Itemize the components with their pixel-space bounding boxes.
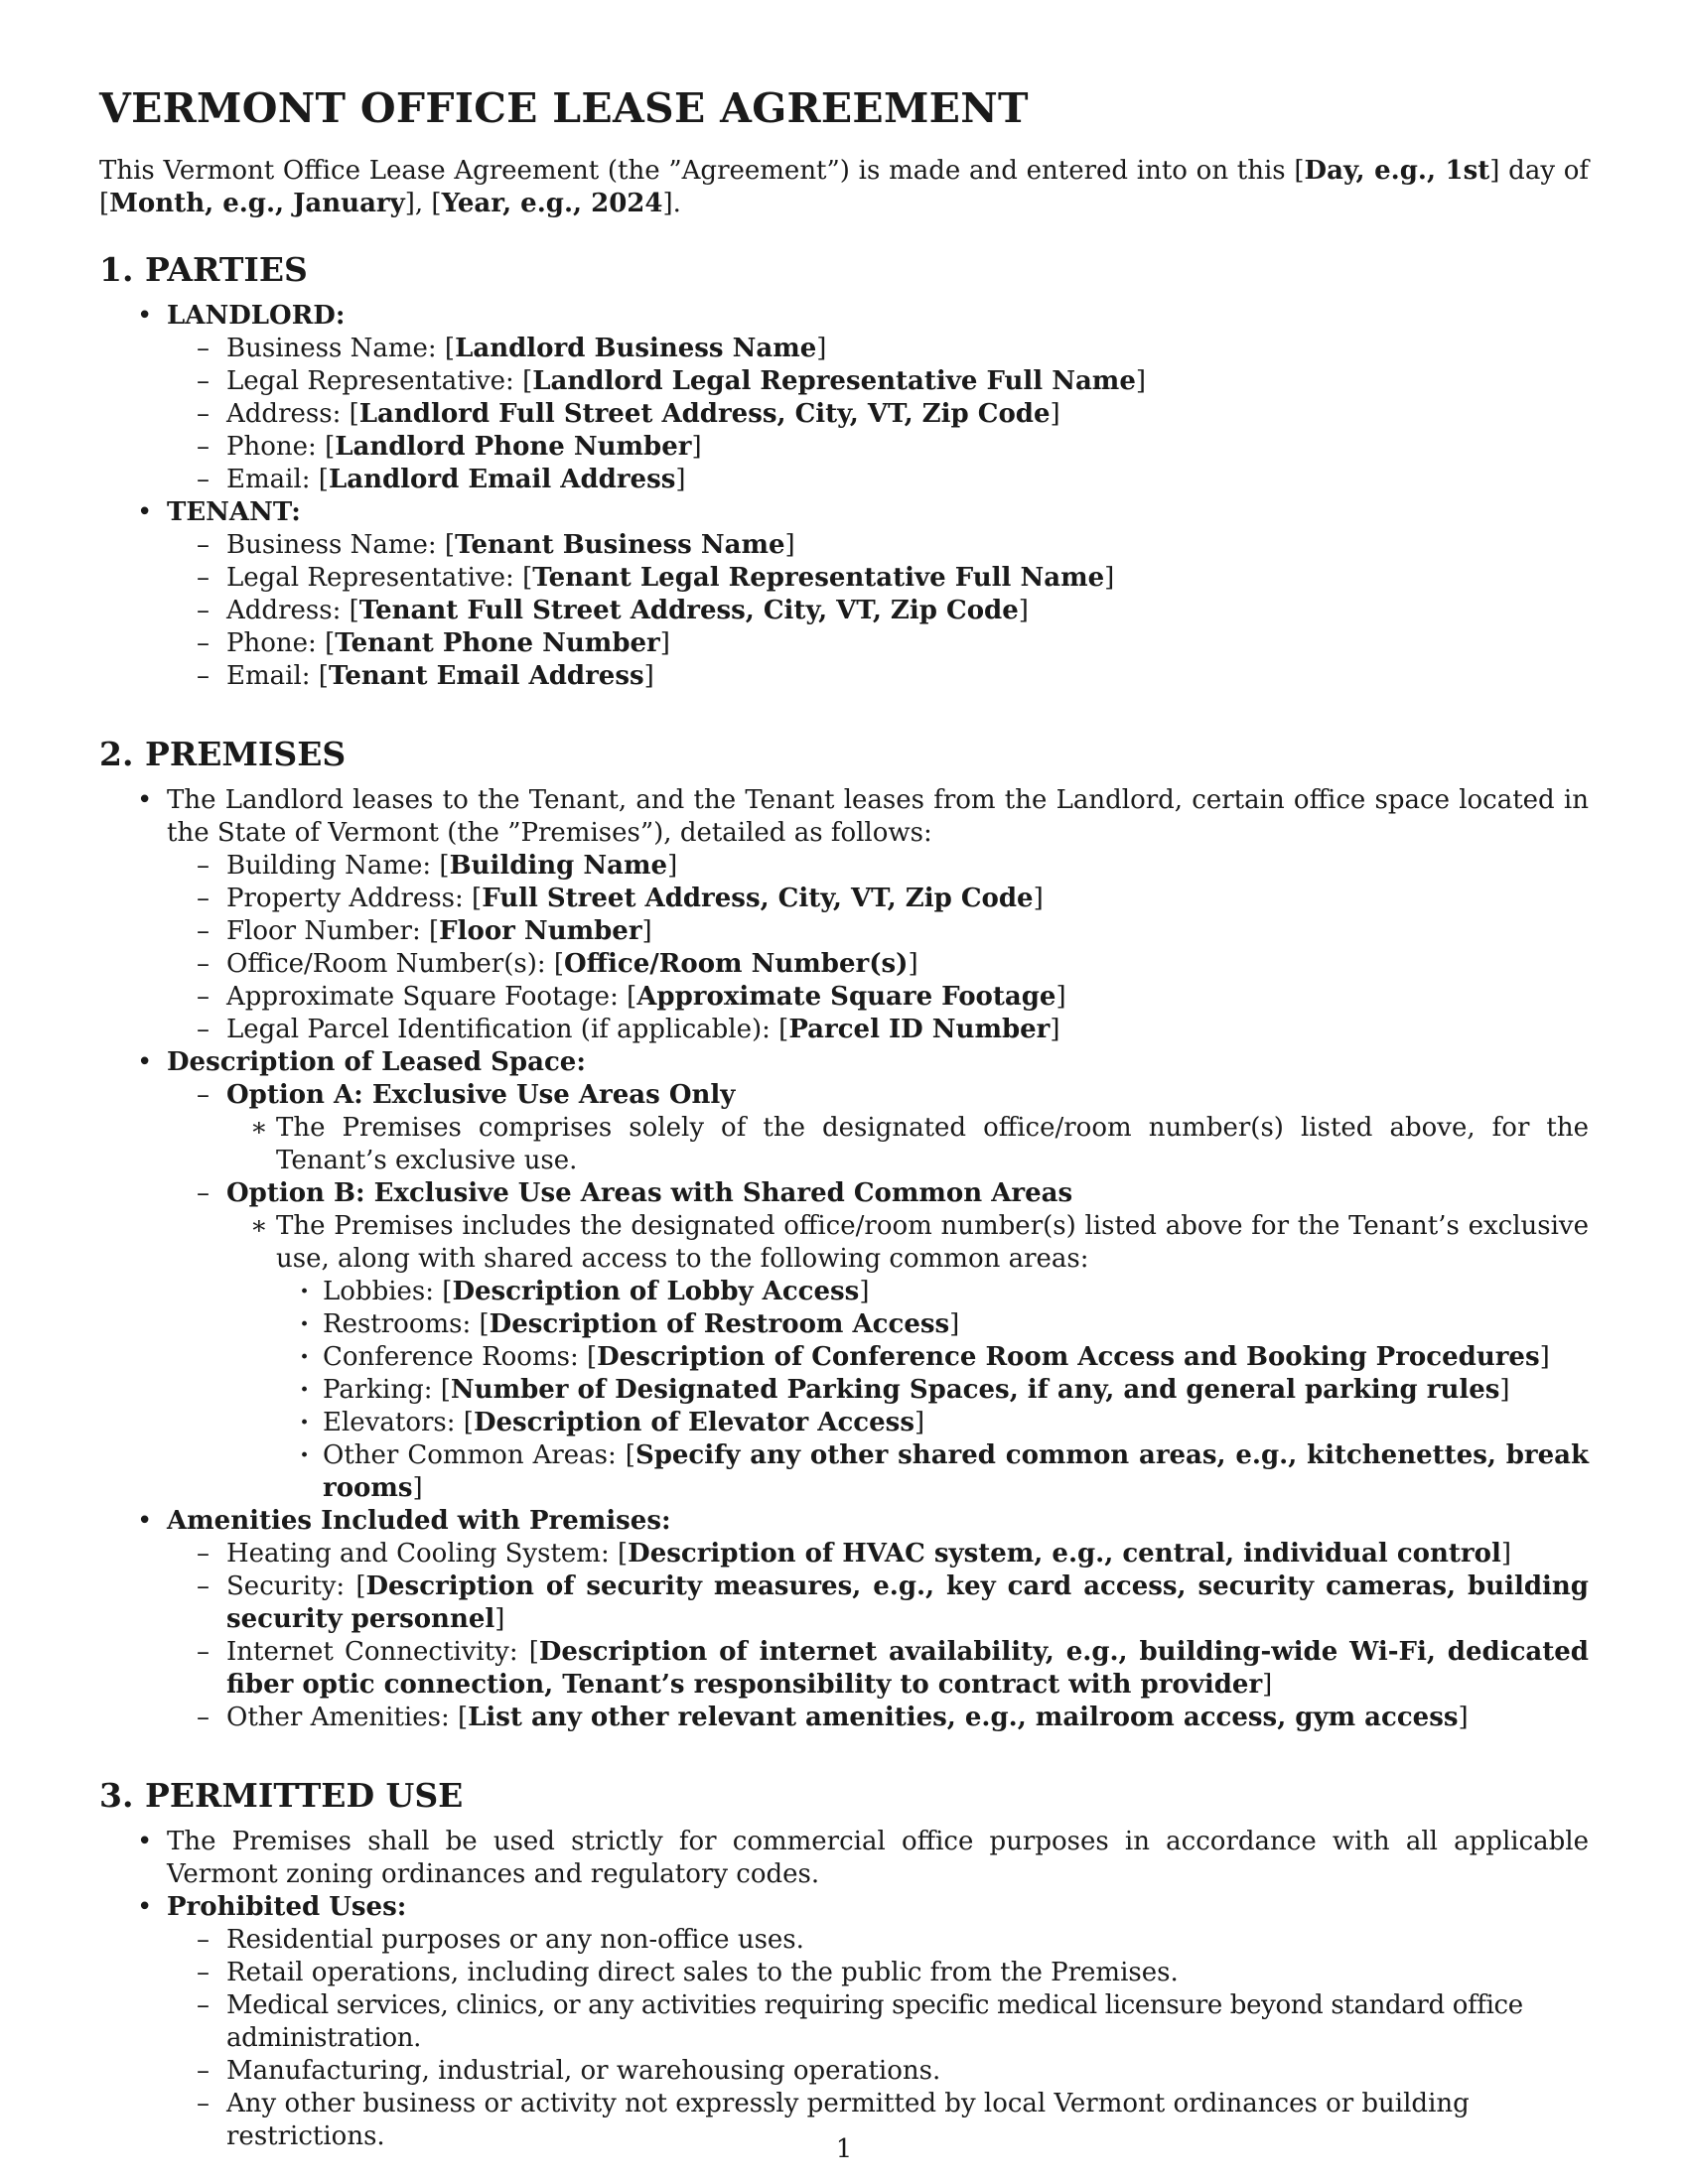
landlord-field: – Business Name: [Landlord Business Name] xyxy=(167,333,1589,365)
prohibited-use: – Residential purposes or any non-office uses. xyxy=(167,1924,1589,1957)
landlord-field: – Phone: [Landlord Phone Number] xyxy=(167,431,1589,464)
section-heading-parties: 1. PARTIES xyxy=(99,250,308,289)
option-b: – Option B: Exclusive Use Areas with Shared Common Areas ∗ The Premises includes the designated office/room number(s) listed above for the Tenant’s exclusive use, along with shared access to the following common areas: · Lobbies: [Description of Lobby Access] · Restrooms: [Description of Restroom Access] · Conference Rooms: [Description of Conference Room Access and Booking Procedures] · Parking: [Number of Designated Parking Spaces, if any, and general parking rules] · Elevators: [Description of Elevator Access] · Other Common Areas: [Specify any other shared common areas, e.g., kitchenettes, break rooms] xyxy=(167,1177,1589,1505)
prohibited-use: – Any other business or activity not expressly permitted by local Vermont ordinances or building restrictions. xyxy=(167,2088,1589,2153)
permitted-use-intro: • The Premises shall be used strictly for commercial office purposes in accordance with all applicable Vermont zoning ordinances and regulatory codes. xyxy=(99,1826,1589,1891)
tenant-field: – Email: [Tenant Email Address] xyxy=(167,660,1589,693)
amenities-label: Amenities Included with Premises: xyxy=(167,1506,671,1536)
tenant-field: – Business Name: [Tenant Business Name] xyxy=(167,529,1589,562)
prohibited-uses-item xyxy=(99,1891,1589,2153)
landlord-item xyxy=(99,300,1589,496)
option-a: – Option A: Exclusive Use Areas Only ∗ The Premises comprises solely of the designated office/room number(s) listed above, for the Tenant’s exclusive use. xyxy=(167,1079,1589,1177)
common-area: · Elevators: [Description of Elevator Access] xyxy=(276,1407,1589,1439)
common-area: · Other Common Areas: [Specify any other shared common areas, e.g., kitchenettes, break rooms] xyxy=(276,1439,1589,1505)
month-placeholder: Month, e.g., January xyxy=(109,189,405,218)
description-item xyxy=(99,1046,1589,1505)
permitted-use-list xyxy=(99,1826,1589,2153)
premises-intro-item: • The Landlord leases to the Tenant, and the Tenant leases from the Landlord, certain office space located in the State of Vermont (the ”Premises”), detailed as follows: – Building Name: [Building Name] – Property Address: [Full Street Address, City, VT, Zip Code] – Floor Number: [Floor Number] – Office/Room Number(s): [Office/Room Number(s)] – Approximate Square Footage: [Approximate Square Footage] – Legal Parcel Identification (if applicable): [Parcel ID Number] xyxy=(99,784,1589,1046)
prohibited-uses-label: Prohibited Uses: xyxy=(167,1892,407,1922)
amenity: – Heating and Cooling System: [Description of HVAC system, e.g., central, individual control] xyxy=(167,1538,1589,1570)
premises-detail: – Approximate Square Footage: [Approximate Square Footage] xyxy=(167,981,1589,1014)
tenant-field: – Legal Representative: [Tenant Legal Representative Full Name] xyxy=(167,562,1589,595)
tenant-item xyxy=(99,496,1589,693)
options-list xyxy=(167,1079,1589,1505)
option-a-body xyxy=(226,1112,1589,1177)
premises-detail: – Legal Parcel Identification (if applicable): [Parcel ID Number] xyxy=(167,1014,1589,1046)
landlord-field: – Legal Representative: [Landlord Legal Representative Full Name] xyxy=(167,365,1589,398)
landlord-fields xyxy=(167,333,1589,496)
tenant-field: – Address: [Tenant Full Street Address, City, VT, Zip Code] xyxy=(167,595,1589,627)
tenant-fields xyxy=(167,529,1589,693)
premises-detail: – Building Name: [Building Name] xyxy=(167,850,1589,883)
intro-paragraph: This Vermont Office Lease Agreement (the ”Agreement”) is made and entered into on this [Day, e.g., 1st] day of [Month, e.g., January], [Year, e.g., 2024]. xyxy=(99,156,1590,218)
tenant-field: – Phone: [Tenant Phone Number] xyxy=(167,627,1589,660)
common-area: · Parking: [Number of Designated Parking Spaces, if any, and general parking rules] xyxy=(276,1374,1589,1407)
amenity: – Internet Connectivity: [Description of internet availability, e.g., building-wide Wi-Fi, dedicated fiber optic connection, Tenant’s responsibility to contract with provider] xyxy=(167,1636,1589,1702)
amenities-item xyxy=(99,1505,1589,1734)
page-number: 1 xyxy=(835,2134,853,2164)
section-heading-premises: 2. PREMISES xyxy=(99,735,347,773)
tenant-label: TENANT: xyxy=(167,497,301,527)
document-page xyxy=(99,83,1589,2153)
landlord-label: LANDLORD: xyxy=(167,301,346,331)
premises-detail: – Floor Number: [Floor Number] xyxy=(167,915,1589,948)
common-area: · Lobbies: [Description of Lobby Access] xyxy=(276,1276,1589,1308)
amenity: – Security: [Description of security measures, e.g., key card access, security cameras, building security personnel] xyxy=(167,1570,1589,1636)
landlord-field: – Address: [Landlord Full Street Address, City, VT, Zip Code] xyxy=(167,398,1589,431)
common-area: · Conference Rooms: [Description of Conference Room Access and Booking Procedures] xyxy=(276,1341,1589,1374)
year-placeholder: Year, e.g., 2024 xyxy=(441,189,663,218)
option-b-text: ∗ The Premises includes the designated office/room number(s) listed above for the Tenant’s exclusive use, along with shared access to the following common areas: · Lobbies: [Description of Lobby Access] · Restrooms: [Description of Restroom Access] · Conference Rooms: [Description of Conference Room Access and Booking Procedures] · Parking: [Number of Designated Parking Spaces, if any, and general parking rules] · Elevators: [Description of Elevator Access] · Other Common Areas: [Specify any other shared common areas, e.g., kitchenettes, break rooms] xyxy=(226,1210,1589,1505)
section-heading-permitted-use: 3. PERMITTED USE xyxy=(99,1776,464,1815)
prohibited-uses-list xyxy=(167,1924,1589,2153)
description-label: Description of Leased Space: xyxy=(167,1047,586,1077)
premises-list xyxy=(99,784,1589,1734)
prohibited-use: – Retail operations, including direct sales to the public from the Premises. xyxy=(167,1957,1589,1989)
landlord-field: – Email: [Landlord Email Address] xyxy=(167,464,1589,496)
common-areas-list xyxy=(276,1276,1589,1505)
premises-detail: – Office/Room Number(s): [Office/Room Number(s)] xyxy=(167,948,1589,981)
amenities-list xyxy=(167,1538,1589,1734)
day-placeholder: Day, e.g., 1st xyxy=(1304,156,1490,186)
prohibited-use: – Manufacturing, industrial, or warehousing operations. xyxy=(167,2055,1589,2088)
option-a-text: ∗ The Premises comprises solely of the designated office/room number(s) listed above, for the Tenant’s exclusive use. xyxy=(226,1112,1589,1177)
document-title: VERMONT OFFICE LEASE AGREEMENT xyxy=(99,84,1029,132)
prohibited-use: – Medical services, clinics, or any activities requiring specific medical licensure beyond standard office administration. xyxy=(167,1989,1589,2055)
common-area: · Restrooms: [Description of Restroom Access] xyxy=(276,1308,1589,1341)
amenity: – Other Amenities: [List any other relevant amenities, e.g., mailroom access, gym access] xyxy=(167,1702,1589,1734)
premises-detail: – Property Address: [Full Street Address, City, VT, Zip Code] xyxy=(167,883,1589,915)
premises-details xyxy=(167,850,1589,1046)
parties-list xyxy=(99,300,1589,693)
option-b-body xyxy=(226,1210,1589,1505)
